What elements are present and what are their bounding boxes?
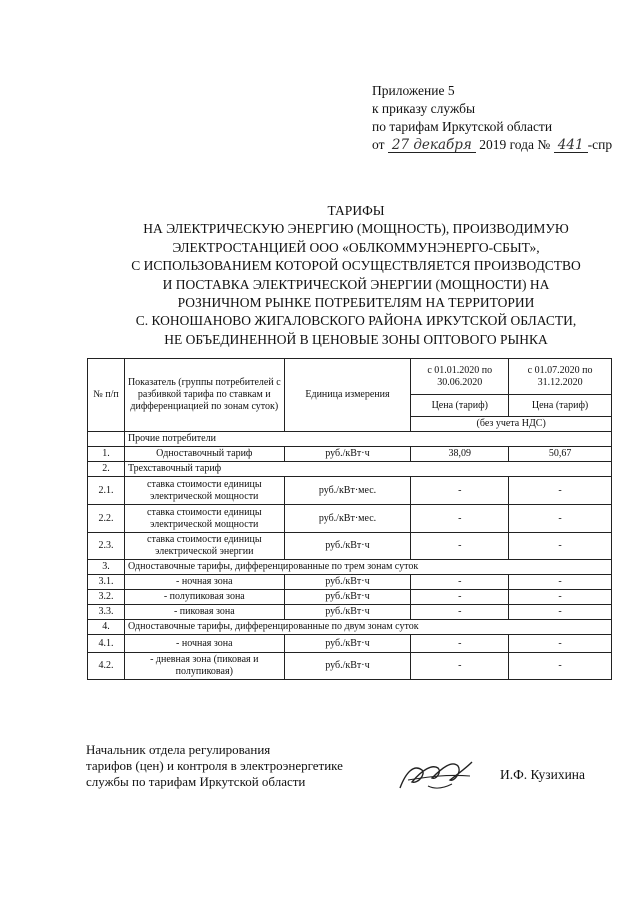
from-label: от — [372, 137, 385, 152]
row-number: 1. — [88, 447, 125, 462]
row-indicator: - ночная зона — [124, 575, 284, 590]
number-suffix: -спр — [587, 137, 613, 152]
row-number: 4. — [88, 620, 125, 635]
row-unit: руб./кВт·ч — [284, 533, 411, 560]
row-price-period-2: 50,67 — [509, 447, 612, 462]
row-unit: руб./кВт·ч — [284, 635, 411, 653]
row-number: 2.1. — [88, 477, 125, 505]
header-period-2: с 01.07.2020 по 31.12.2020 — [509, 359, 612, 395]
appendix-line-3: по тарифам Иркутской области — [372, 119, 553, 134]
title-line-6: РОЗНИЧНОМ РЫНКЕ ПОТРЕБИТЕЛЯМ НА ТЕРРИТОРИИ — [177, 295, 535, 311]
signature-block — [86, 742, 343, 790]
row-price-period-2: - — [509, 505, 612, 533]
row-price-period-1: - — [411, 505, 509, 533]
title-line-8: НЕ ОБЪЕДИНЕННОЙ В ЦЕНОВЫЕ ЗОНЫ ОПТОВОГО РЫНКА — [164, 331, 548, 347]
appendix-block — [372, 82, 612, 154]
row-price-period-2: - — [509, 477, 612, 505]
table-body — [88, 447, 612, 680]
row-section-title: Одноставочные тарифы, дифференцированные по двум зонам суток — [124, 620, 611, 635]
row-number: 3.3. — [88, 605, 125, 620]
title-line-3: ЭЛЕКТРОСТАНЦИЕЙ ООО «ОБЛКОММУНЭНЕРГО-СБЫТ», — [172, 239, 540, 255]
appendix-order-line — [372, 136, 612, 154]
signer-position-line-3: службы по тарифам Иркутской области — [86, 774, 306, 789]
table-row — [88, 477, 612, 505]
row-number: 4.2. — [88, 653, 125, 680]
table-row — [88, 590, 612, 605]
row-indicator: Одноставочный тариф — [124, 447, 284, 462]
row-indicator: - ночная зона — [124, 635, 284, 653]
table-row — [88, 620, 612, 635]
title-line-5: И ПОСТАВКА ЭЛЕКТРИЧЕСКОЙ ЭНЕРГИИ (МОЩНОСТИ) НА — [162, 276, 550, 292]
row-unit: руб./кВт·ч — [284, 590, 411, 605]
row-unit: руб./кВт·ч — [284, 605, 411, 620]
table-row — [88, 462, 612, 477]
row-unit: руб./кВт·мес. — [284, 505, 411, 533]
header-period-1: с 01.01.2020 по 30.06.2020 — [411, 359, 509, 395]
row-price-period-1: - — [411, 605, 509, 620]
row-price-period-1: - — [411, 575, 509, 590]
signer-position-line-2: тарифов (цен) и контроля в электроэнергетике — [86, 758, 343, 773]
year-text: 2019 года № — [479, 137, 551, 152]
row-indicator: ставка стоимости единицы электрической мощности — [124, 505, 284, 533]
row-section-title: Трехставочный тариф — [124, 462, 611, 477]
row-price-period-2: - — [509, 575, 612, 590]
title-line-7: С. КОНОШАНОВО ЖИГАЛОВСКОГО РАЙОНА ИРКУТСКОЙ ОБЛАСТИ, — [135, 313, 577, 329]
row-number: 2.3. — [88, 533, 125, 560]
row-indicator: - пиковая зона — [124, 605, 284, 620]
row-price-period-1: - — [411, 635, 509, 653]
title-line-2: НА ЭЛЕКТРИЧЕСКУЮ ЭНЕРГИЮ (МОЩНОСТЬ), ПРОИЗВОДИМУЮ — [143, 221, 569, 237]
table-row — [88, 605, 612, 620]
title-line-4: С ИСПОЛЬЗОВАНИЕМ КОТОРОЙ ОСУЩЕСТВЛЯЕТСЯ ПРОИЗВОДСТВО — [131, 258, 581, 274]
row-price-period-2: - — [509, 533, 612, 560]
signer-name: И.Ф. Кузихина — [500, 767, 586, 782]
group-row — [88, 432, 612, 447]
row-number: 3. — [88, 560, 125, 575]
row-price-period-1: - — [411, 477, 509, 505]
row-number: 3.2. — [88, 590, 125, 605]
table-row — [88, 653, 612, 680]
handwritten-signature — [392, 750, 482, 800]
table-row — [88, 505, 612, 533]
row-indicator: - полупиковая зона — [124, 590, 284, 605]
row-price-period-2: - — [509, 653, 612, 680]
row-price-period-2: - — [509, 635, 612, 653]
table-row — [88, 575, 612, 590]
row-price-period-1: - — [411, 533, 509, 560]
row-unit: руб./кВт·ч — [284, 575, 411, 590]
document-title — [96, 202, 616, 349]
row-unit: руб./кВт·ч — [284, 653, 411, 680]
table-row — [88, 533, 612, 560]
row-number: 2. — [88, 462, 125, 477]
row-indicator: ставка стоимости единицы электрической энергии — [124, 533, 284, 560]
header-row-1 — [88, 359, 612, 395]
row-indicator: ставка стоимости единицы электрической мощности — [124, 477, 284, 505]
row-section-title: Одноставочные тарифы, дифференцированные по трем зонам суток — [124, 560, 611, 575]
header-indicator: Показатель (группы потребителей с разбивкой тарифа по ставкам и дифференциацией по зонам суток) — [124, 359, 284, 432]
header-vat-note: (без учета НДС) — [411, 417, 612, 432]
group-empty-cell — [88, 432, 125, 447]
row-price-period-1: - — [411, 590, 509, 605]
appendix-line-2: к приказу службы — [372, 101, 476, 116]
header-unit: Единица измерения — [284, 359, 411, 432]
header-num: № п/п — [88, 359, 125, 432]
table-row — [88, 560, 612, 575]
row-unit: руб./кВт·ч — [284, 447, 411, 462]
appendix-line-1: Приложение 5 — [372, 83, 455, 98]
row-number: 4.1. — [88, 635, 125, 653]
header-price-2: Цена (тариф) — [509, 395, 612, 417]
table-row — [88, 447, 612, 462]
header-price-1: Цена (тариф) — [411, 395, 509, 417]
row-number: 2.2. — [88, 505, 125, 533]
table-row — [88, 635, 612, 653]
tariff-table — [87, 358, 612, 680]
handwritten-number: 441 — [554, 138, 588, 153]
row-number: 3.1. — [88, 575, 125, 590]
signer-position-line-1: Начальник отдела регулирования — [86, 742, 271, 757]
row-unit: руб./кВт·мес. — [284, 477, 411, 505]
row-price-period-2: - — [509, 605, 612, 620]
row-price-period-1: 38,09 — [411, 447, 509, 462]
title-line-1: ТАРИФЫ — [327, 203, 385, 218]
group-label: Прочие потребители — [124, 432, 611, 447]
row-price-period-1: - — [411, 653, 509, 680]
row-price-period-2: - — [509, 590, 612, 605]
row-indicator: - дневная зона (пиковая и полупиковая) — [124, 653, 284, 680]
handwritten-date: 27 декабря — [388, 138, 476, 153]
